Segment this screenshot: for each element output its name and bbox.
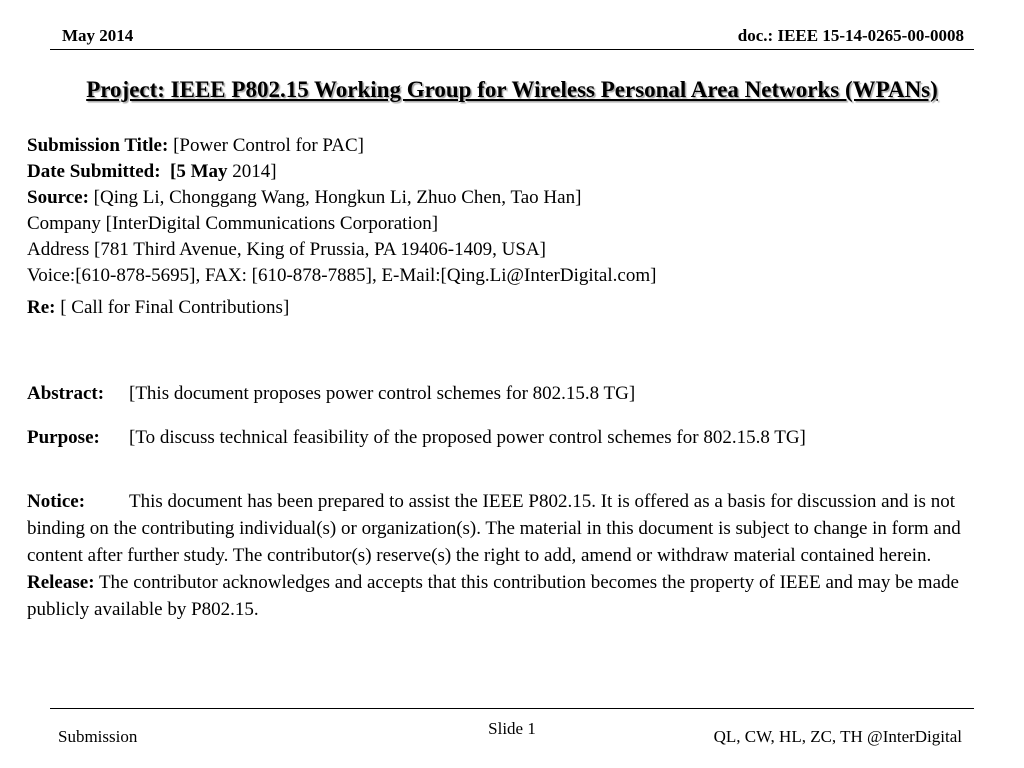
release-text: The contributor acknowledges and accepts that this contribution becomes the property of IEEE and may be made publicly available by P802.15. <box>27 572 959 620</box>
submission-title-value: [Power Control for PAC] <box>173 135 364 156</box>
abstract-section <box>27 381 987 407</box>
notice-text: This document has been prepared to assist the IEEE P802.15. It is offered as a basis for discussion and is not binding on the contributing individual(s) or organization(s). The material in this document is subject to change in form and content after further study. The contributor(s) reserve(s) the right to add, amend or withdraw material contained herein. <box>27 491 961 566</box>
header-date: May 2014 <box>62 26 134 45</box>
header-divider <box>50 49 974 50</box>
footer-slide-number: Slide 1 <box>488 719 536 738</box>
notice-section <box>27 488 992 623</box>
project-title: Project: IEEE P802.15 Working Group for Wireless Personal Area Networks (WPANs) <box>86 77 938 102</box>
release-paragraph <box>27 569 992 623</box>
submission-title-line <box>27 133 987 159</box>
date-submitted-line <box>27 159 987 185</box>
submission-info <box>27 133 987 321</box>
purpose-label: Purpose: <box>27 427 100 448</box>
company-line: Company [InterDigital Communications Corporation] <box>27 213 439 234</box>
re-line <box>27 295 987 321</box>
date-submitted-value-bold: [5 May <box>170 161 228 182</box>
date-submitted-value-rest: 2014] <box>232 161 277 182</box>
address-line: Address [781 Third Avenue, King of Prussia, PA 19406-1409, USA] <box>27 239 546 260</box>
date-submitted-label: Date Submitted: <box>27 161 161 182</box>
purpose-section <box>27 425 987 451</box>
contact-line: Voice:[610-878-5695], FAX: [610-878-7885], E-Mail:[Qing.Li@InterDigital.com] <box>27 265 657 286</box>
purpose-value: [To discuss technical feasibility of the proposed power control schemes for 802.15.8 TG] <box>129 427 806 448</box>
source-value: [Qing Li, Chonggang Wang, Hongkun Li, Zhuo Chen, Tao Han] <box>93 187 582 208</box>
re-value: [ Call for Final Contributions] <box>60 297 290 318</box>
notice-paragraph <box>27 488 992 569</box>
re-label: Re: <box>27 297 56 318</box>
notice-label: Notice: <box>27 491 86 512</box>
footer-divider <box>50 708 974 709</box>
submission-title-label: Submission Title: <box>27 135 169 156</box>
header-doc-id: doc.: IEEE 15-14-0265-00-0008 <box>737 26 964 45</box>
abstract-value: [This document proposes power control schemes for 802.15.8 TG] <box>129 383 636 404</box>
source-line <box>27 185 987 211</box>
footer-authors: QL, CW, HL, ZC, TH @InterDigital <box>713 727 962 746</box>
release-label: Release: <box>27 572 95 593</box>
source-label: Source: <box>27 187 89 208</box>
footer-submission: Submission <box>58 727 138 746</box>
abstract-label: Abstract: <box>27 383 105 404</box>
